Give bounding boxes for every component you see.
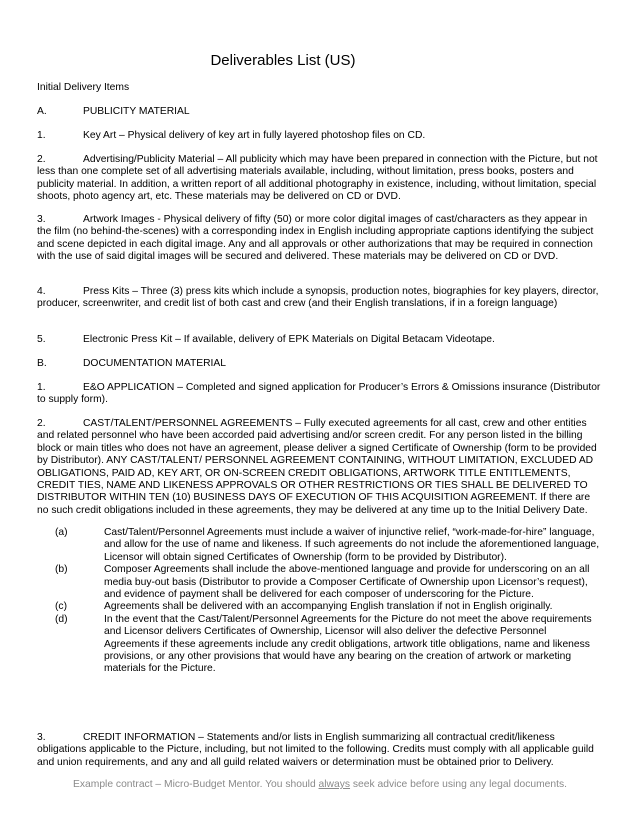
sublist-item-text: In the event that the Cast/Talent/Personnel Agreements for the Picture do not meet the above requirements and Licensor delivers Certificates of Ownership, Licensor will also deliver the defective Personnel Agreements if these agreements include any credit obligations, artwork title obligations, name and likeness provisions, or any other provisions that would have any bearing on the creation of artwork or marketing materials for the Picture. [104,613,592,675]
item-b1-text: E&O APPLICATION – Completed and signed application for Producer’s Errors & Omissions insurance (Distributor to supply form). [37,382,601,406]
item-a5 [37,334,603,346]
item-a4 [37,286,603,311]
item-a2 [37,154,603,204]
item-b3-number: 3. [37,732,46,743]
item-a1 [37,130,603,142]
item-a4-text: Press Kits – Three (3) press kits which include a synopsis, production notes, biographies for key players, director, producer, screenwriter, and credit list of both cast and crew (and their English translations, if in a foreign language) [37,286,599,310]
intro-line: Initial Delivery Items [37,82,130,93]
sublist-item [37,564,603,601]
sublist-item-label: (b) [55,564,68,576]
sublist-item-label: (a) [55,527,68,538]
sublist-item [37,614,603,676]
item-a2-number: 2. [37,154,46,165]
sublist-item-label: (c) [55,601,68,613]
sublist-item-text: Cast/Talent/Personnel Agreements must include a waiver of injunctive relief, “work-made-for-hire” language, and allow for the use of name and likeness. If such agreements do not include the aforementioned language, Licensor will obtain signed Certificates of Ownership (form to be provided by Distributor). [104,527,600,563]
item-b3 [37,732,603,769]
item-a3-number: 3. [37,214,46,225]
section-a-number: A. [37,106,47,117]
footer-emphasis: always [318,779,351,790]
item-a1-number: 1. [37,130,46,141]
item-b2 [37,418,603,517]
sublist-item-label: (d) [55,613,68,625]
item-a5-number: 5. [37,334,46,345]
sublist-item [37,601,603,613]
item-a2-text: Advertising/Publicity Material – All publicity which may have been prepared in connection with the Picture, but not less than one complete set of all advertising materials available, including, without limitation, press books, posters and publicity material. In addition, a written report of all additional photography in existence, including, without limitation, special shoots, photo agency art, etc. These materials may be delivered on CD or DVD. [37,154,598,203]
item-b1 [37,382,603,407]
footer-text-after: seek advice before using any legal documents. [350,779,567,790]
section-b-number: B. [37,358,47,369]
footer-text-before: Example contract – Micro-Budget Mentor. You should [73,779,319,790]
item-b2-number: 2. [37,418,46,429]
section-a-heading [37,106,603,118]
section-b-heading [37,358,603,370]
sublist-item [37,527,603,564]
document-title: Deliverables List (US) [210,52,356,69]
item-b2-text: CAST/TALENT/PERSONNEL AGREEMENTS – Fully executed agreements for all cast, crew and other entities and related personnel who have been accorded paid advertising and/or screen credit. For any person listed in the billing block or main titles who does not have an agreement, please deliver a signed Certificate of Ownership (form to be provided by Distributor). ANY CAST/TALENT/ PERSONNEL AGREEMENT CONTAINING, WITHOUT LIMITATION, EXCLUDED AD OBLIGATIONS, PAID AD, KEY ART, OR ON-SCREEN CREDIT OBLIGATIONS, ARTWORK TITLE ENTITLEMENTS, CREDIT TIES, NAME AND LIKENESS APPROVALS OR OTHER RESTRICTIONS OR TIES SHALL BE DELIVERED TO DISTRIBUTOR WITHIN TEN (10) BUSINESS DAYS OF EXECUTION OF THIS ACQUISITION AGREEMENT. If there are no such credit obligations included in these agreements, they may be delivered at any time up to the Initial Delivery Date. [37,418,597,516]
sublist-item-text: Composer Agreements shall include the above-mentioned language and provide for underscoring on an all media buy-out basis (Distributor to provide a Composer Certificate of Ownership upon Licensor’s request), and evidence of payment shall be delivered for each composer of underscoring for the Picture. [104,564,590,601]
item-b2-sublist [37,527,603,676]
sublist-item-text: Agreements shall be delivered with an accompanying English translation if not in English originally. [104,601,553,613]
footer-disclaimer [0,779,640,790]
item-a3-text: Artwork Images - Physical delivery of fifty (50) or more color digital images of cast/characters as they appear in the film (no behind-the-scenes) with a corresponding index in English including appropriate captions identifying the subject and scene depicted in each digital image. Any and all approvals or other authorizations that may be required in connection with the use of said digital images will be secured and delivered. These materials may be delivered on CD or DVD. [37,214,594,263]
section-b-title: DOCUMENTATION MATERIAL [83,358,227,369]
item-b1-number: 1. [37,382,46,393]
item-a3 [37,214,603,264]
item-a1-text: Key Art – Physical delivery of key art in fully layered photoshop files on CD. [83,130,426,141]
item-b3-text: CREDIT INFORMATION – Statements and/or lists in English summarizing all contractual credit/likeness obligations applicable to the Picture, including, but not limited to the following. Credits must comply with all applicable guild and union requirements, and any and all guild related waivers or determination must be obtained prior to Delivery. [37,732,594,768]
item-a5-text: Electronic Press Kit – If available, delivery of EPK Materials on Digital Betacam Videotape. [83,334,495,345]
section-a-title: PUBLICITY MATERIAL [83,106,190,117]
item-a4-number: 4. [37,286,46,297]
